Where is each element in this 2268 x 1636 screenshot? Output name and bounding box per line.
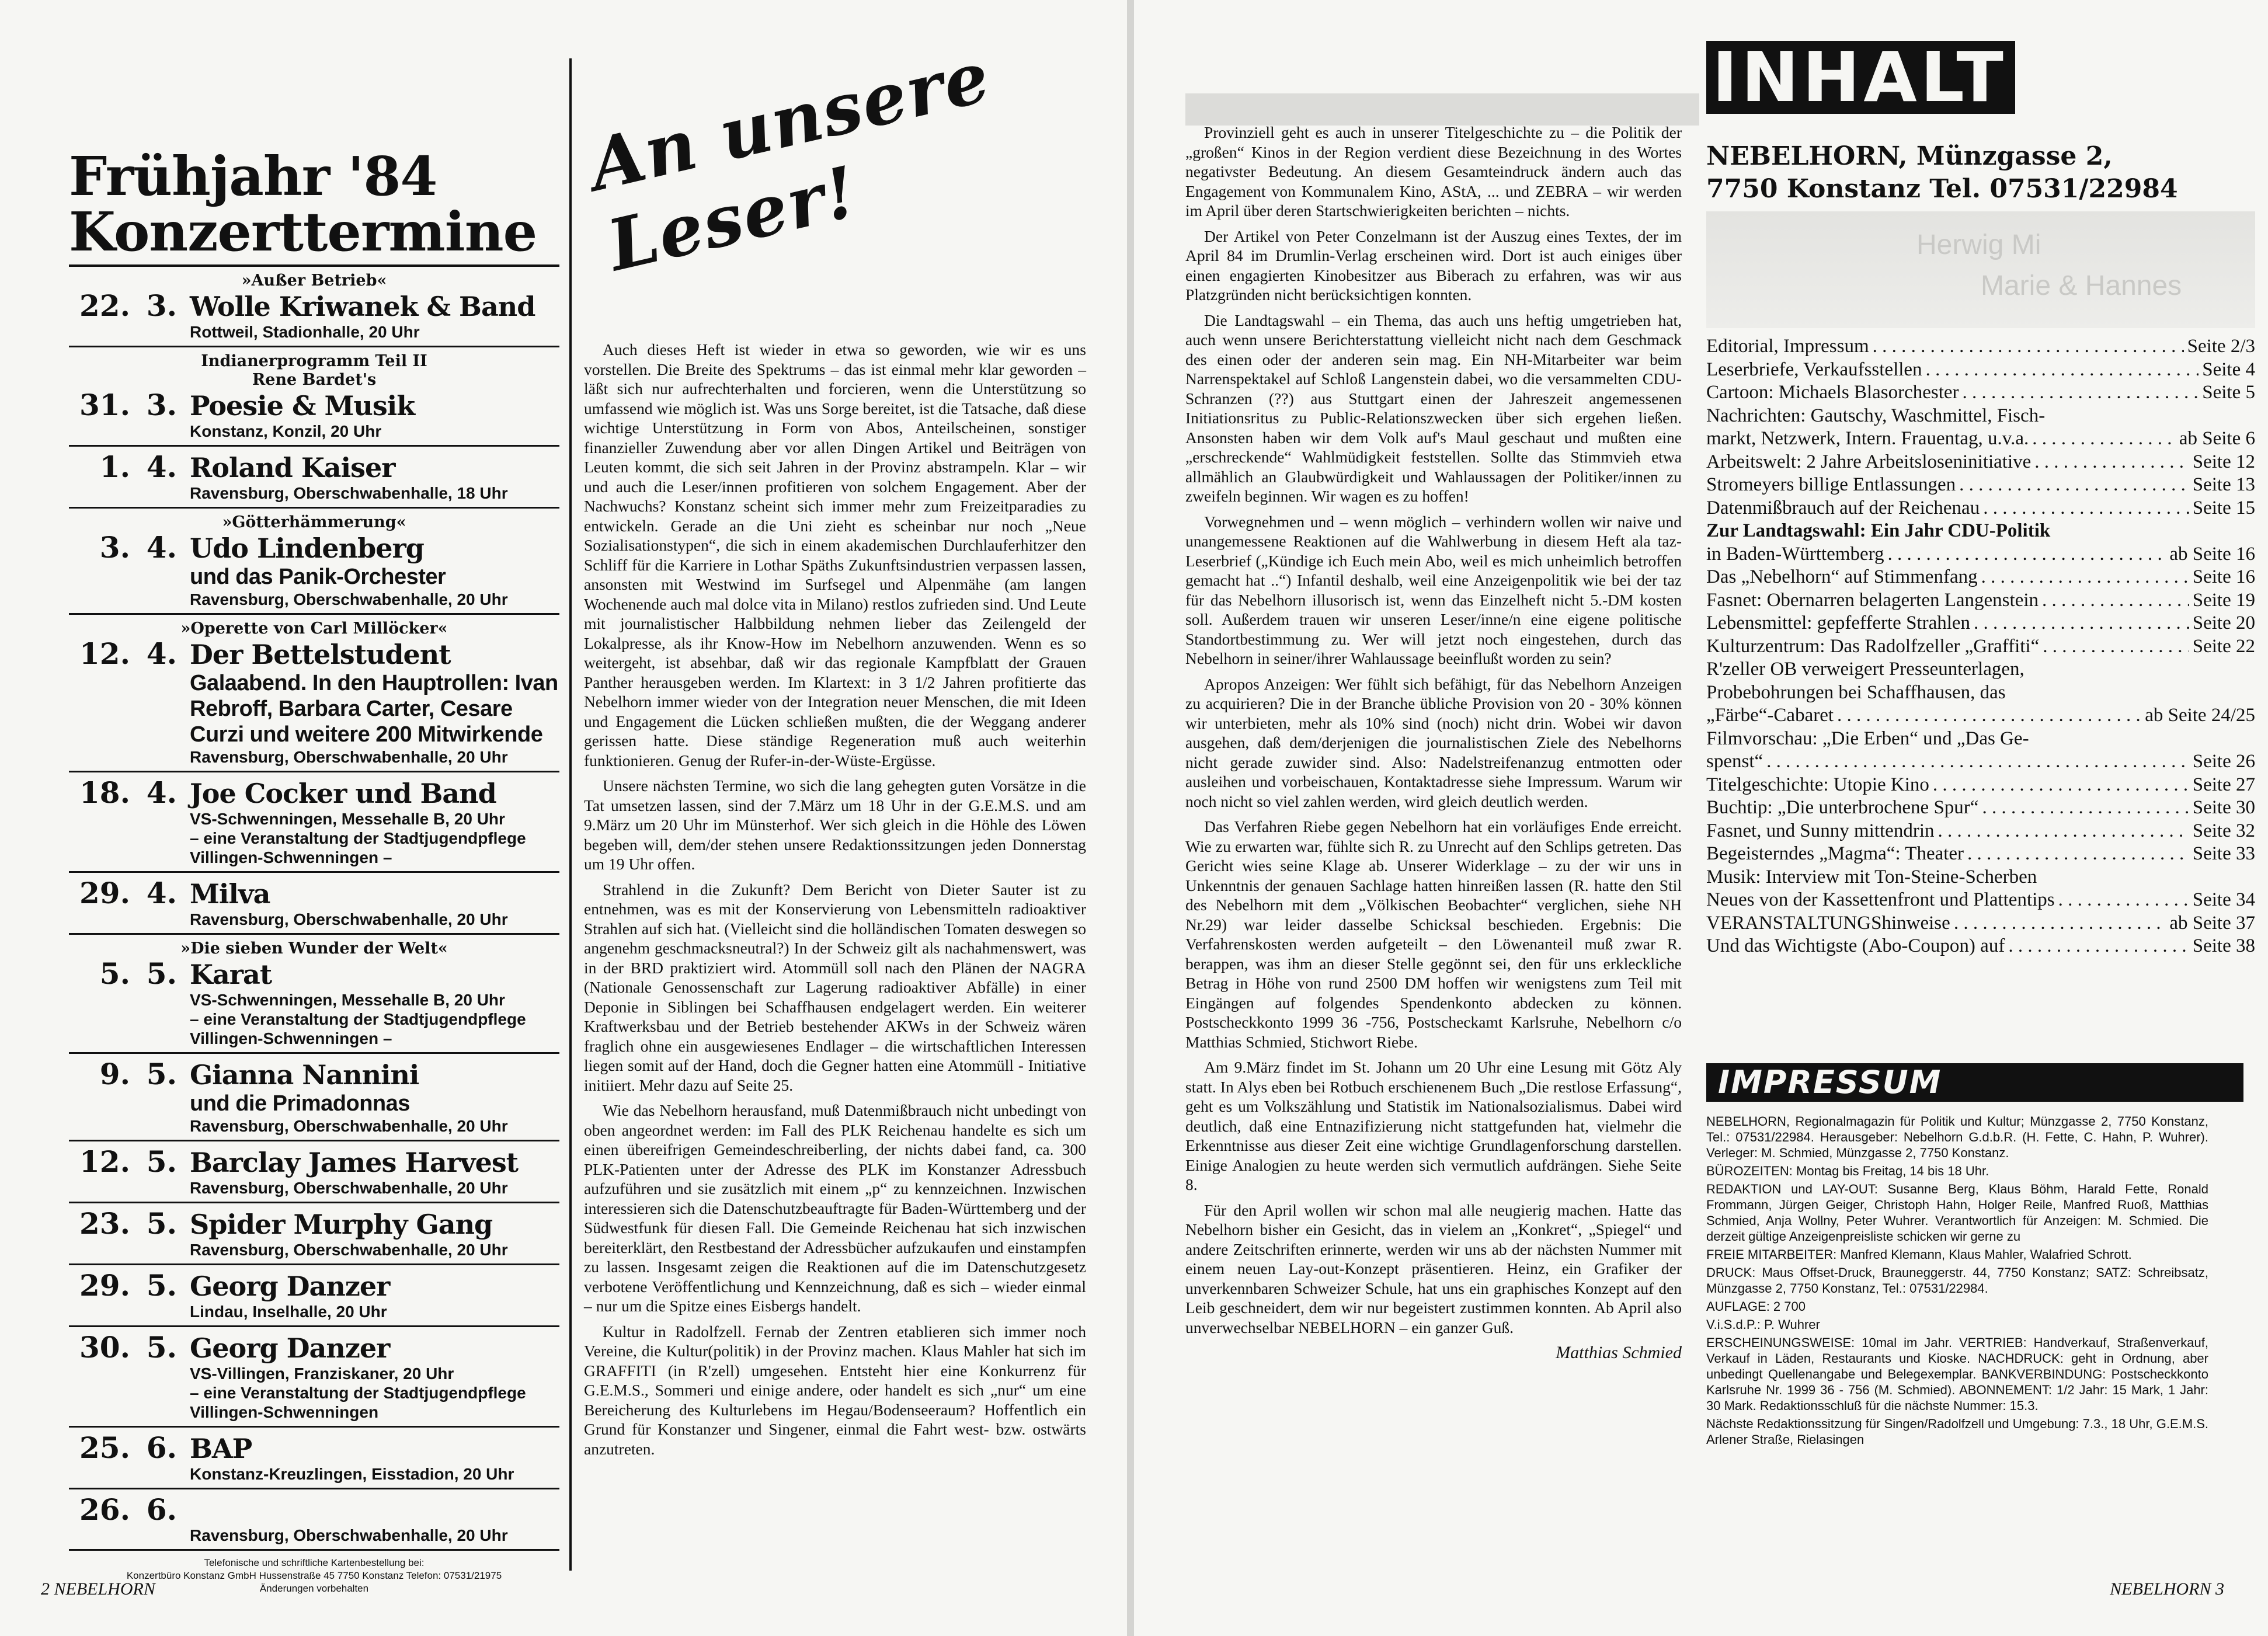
- concert-day: 29.: [79, 876, 130, 910]
- column-rule: [569, 58, 572, 1571]
- concert-row: [69, 777, 559, 809]
- concert-act: Georg Danzer: [190, 1270, 390, 1302]
- concert-act: Barclay James Harvest: [190, 1147, 519, 1178]
- toc-leader: [2032, 427, 2176, 451]
- toc-row: [1706, 935, 2255, 958]
- impressum-heading: IMPRESSUM: [1706, 1063, 2243, 1102]
- impressum-paragraph: NEBELHORN, Regionalmagazin für Politik und Kultur; Münzgasse 2, 7750 Konstanz, Tel.: 07531/22984. Herausgeber: Nebelhorn G.d.b.R. (H. Fette, C. Hahn, P. Wuhrer). Verleger: M. Schmied, Münzgasse 2, 7750 Konstanz.: [1706, 1113, 2208, 1160]
- toc-title: Datenmißbrauch auf der Reichenau: [1706, 497, 1980, 518]
- toc-leader: [2008, 935, 2189, 958]
- concert-act: Der Bettelstudent: [190, 639, 451, 670]
- toc-row: [1706, 658, 2255, 681]
- toc-leader: [1873, 335, 2184, 358]
- toc-leader: [1963, 381, 2199, 405]
- toc-title: Nachrichten: Gautschy, Waschmittel, Fisch-: [1706, 405, 2046, 426]
- ghost-text-2: Marie & Hannes: [1981, 270, 2182, 301]
- concert-info: Rottweil, Stadionhalle, 20 Uhr: [190, 323, 420, 341]
- toc-leader: [1967, 843, 2189, 866]
- toc-row: [1706, 866, 2255, 889]
- concert-info: Konstanz, Konzil, 20 Uhr: [190, 422, 382, 440]
- concert-day: 26.: [79, 1492, 130, 1527]
- toc-row: [1706, 774, 2255, 797]
- concert-month: 5.: [146, 1206, 177, 1241]
- concert-act: Spider Murphy Gang: [190, 1209, 493, 1240]
- concert-month: 5.: [146, 1330, 177, 1365]
- concert-act: Udo Lindenberg: [190, 532, 424, 564]
- toc-title: Filmvorschau: „Die Erben“ und „Das Ge-: [1706, 728, 2029, 749]
- toc-leader: [2034, 451, 2189, 474]
- letter-paragraph: Auch dieses Heft ist wieder in etwa so geworden, wie wir es uns vorstellen. Die Breite des Spektrums – das ist einmal mehr klar geworden – läßt sich nur aufrechterhalten und forcieren, wenn die Unterstützung so umfassend wie möglich ist. Was uns Sorge bereitet, ist die Tatsache, daß diese wichtige Unterstützung in Form von Abos, Anteilscheinen, sonstiger finanzieller Zuwendung aber vor allen Dingen Artikel und Beiträgen von Leuten kommt, die sich seit Jahren in der Provinz abstrampeln. Klar – wir und auch die Leser/innen profitieren von solchem Engagement. Aber der Nachwuchs? Konstanz scheint sich immer mehr zum Freizeitparadies zu entwickeln. Gerade an die Uni zieht es scheinbar nur noch „Neue Sozialisationstypen“, die sich in einem akademischen Durchlauferhitzer den Schliff für die Karriere in Lothar Späths Zukunftsindustrien verpassen lassen, ansonsten mit Westwind im Surfsegel und Alpenmähe (am langen Wochenende auch mal dolce vita in Milano) restlos zufrieden sind. Und Leute mit journalistischer Halbbildung nehmen lieber das Zeilengeld der Lokalpresse, als ihr Know-How im Nebelhorn anzuwenden. Wenn es so weitergeht, ist absehbar, daß wir das regionale Kampfblatt der Grauen Panther herausgeben werden. Im Klartext: in 3 1/2 Jahren profitierte das Nebelhorn immer wieder von der Integration neuer Menschen, die mit Ideen und Engagement die Lücken schließen mußten, die der Weggang anderer gerissen hatte. Diese ständige Regeneration muß auch weiterhin funktionieren. Genug der Rufer-in-der-Wüste-Ergüsse.: [584, 340, 1086, 770]
- article-shade: [1185, 93, 1699, 126]
- concert-entry: [69, 772, 559, 873]
- table-of-contents: [1706, 335, 2255, 958]
- concert-row: [69, 532, 559, 564]
- concert-day: 30.: [79, 1330, 130, 1365]
- concert-act: BAP: [190, 1433, 252, 1464]
- concert-month: 4.: [146, 876, 177, 910]
- concert-entry: [69, 1265, 559, 1327]
- concert-day: 22.: [79, 288, 130, 323]
- toc-page: Seite 38: [2192, 935, 2255, 956]
- toc-leader: [2028, 658, 2252, 681]
- toc-title: Musik: Interview mit Ton-Steine-Scherben: [1706, 866, 2037, 887]
- toc-leader: [1933, 774, 2189, 797]
- concert-month: 5.: [146, 1268, 177, 1303]
- concert-info: Konstanz-Kreuzlingen, Eisstadion, 20 Uhr: [190, 1465, 514, 1483]
- concert-row: [69, 1432, 559, 1464]
- article-paragraph: Apropos Anzeigen: Wer fühlt sich befähigt, für das Nebelhorn Anzeigen zu acquirieren? Die in der Branche übliche Provision von 20 - 30% können wir unterbieten, mehr als 10% sind (noch) nicht drin. Wobei wir davon ausgehen, daß dem/derjenigen die journalistischen Ziele des Nebelhorns nicht gerade zuwider sind. Also: Nadelstreifenanzug entmotten oder ausleihen und vorbeischauen, Kontaktadresse siehe Impressum. Warum wir noch nicht so viel zahlen werden, wird gleich deutlich werden.: [1185, 674, 1682, 810]
- concert-row: [69, 1494, 559, 1526]
- toc-title: R'zeller OB verweigert Presseunterlagen,: [1706, 659, 2024, 680]
- impressum-paragraph: DRUCK: Maus Offset-Druck, Brauneggerstr. 44, 7750 Konstanz; SATZ: Schreibsatz, Münzgasse 2, 7750 Konstanz, Tel.: 07531/22984.: [1706, 1265, 2208, 1296]
- toc-title: Cartoon: Michaels Blasorchester: [1706, 382, 1959, 403]
- toc-title: Begeisterndes „Magma“: Theater: [1706, 843, 1964, 864]
- article-paragraph: Der Artikel von Peter Conzelmann ist der Auszug eines Textes, der im April 84 im Drumlin-Verlag erscheinen wird. Dort ist auch einiges über einen engagierten Kinobesitzer aus Biberach zu erfahren, was wir aus Platzgründen nicht berücksichtigen konnten.: [1185, 227, 1682, 304]
- toc-leader: [1938, 820, 2189, 843]
- toc-leader: [1983, 497, 2189, 520]
- toc-leader: [1837, 704, 2141, 728]
- toc-leader: [1766, 750, 2189, 774]
- toc-row: [1706, 566, 2255, 589]
- concert-title-1: Frühjahr '84: [69, 145, 437, 208]
- inhalt-logo: INHALT: [1706, 41, 2015, 114]
- concert-row: [69, 1146, 559, 1178]
- concert-month: 6.: [146, 1430, 177, 1465]
- toc-leader: [2048, 405, 2252, 428]
- impressum-paragraph: ERSCHEINUNGSWEISE: 10mal im Jahr. VERTRIEB: Handverkauf, Straßenverkauf, Verkauf in Läden, Restaurants und Kioske. NACHDRUCK: geht in Ordnung, aber unbedingt Quellenangabe und Belegexemplar. BANKVERBINDUNG: Postscheckkonto Karlsruhe Nr. 1999 36 - 756 (M. Schmied). ABONNEMENT: 1/2 Jahr: 15 Mark, 1 Jahr: 30 Mark. Redaktionsschluß für die nächste Nummer: 15.3.: [1706, 1335, 2208, 1413]
- toc-title: Kulturzentrum: Das Radolfzeller „Graffiti“: [1706, 635, 2040, 657]
- toc-page: Seite 33: [2192, 843, 2255, 864]
- page-left: [0, 0, 1127, 1636]
- concert-row: [69, 1332, 559, 1364]
- concert-info: VS-Schwenningen, Messehalle B, 20 Uhr: [190, 810, 505, 828]
- concert-listing: [69, 145, 559, 1595]
- toc-title: Arbeitswelt: 2 Jahre Arbeitsloseninitiative: [1706, 451, 2032, 472]
- concert-act: Wolle Kriwanek & Band: [190, 291, 535, 322]
- toc-leader: [2033, 728, 2252, 751]
- article-paragraph: Provinziell geht es auch in unserer Titelgeschichte zu – die Politik der „großen“ Kinos in der Region verdient diese Bezeichnung in des Wortes negativster Bedeutung. An diesem Gesamteindruck ändern auch das Engagement von Kommunalem Kino, AStA, ... und ZEBRA – wir werden im April über deren Startschwierigkeiten berichten – nichts.: [1185, 123, 1682, 220]
- toc-row: [1706, 497, 2255, 520]
- toc-title: Lebensmittel: gepfefferte Strahlen: [1706, 612, 1971, 633]
- concert-day: 31.: [79, 388, 130, 422]
- concert-day: 25.: [79, 1430, 130, 1465]
- toc-page: Seite 4: [2202, 358, 2255, 380]
- toc-leader: [2042, 589, 2189, 612]
- toc-row: [1706, 474, 2255, 497]
- toc-leader: [1982, 796, 2189, 820]
- concert-info: – eine Veranstaltung der Stadtjugendpflege Villingen-Schwenningen: [190, 1384, 526, 1421]
- impressum-paragraph: REDAKTION und LAY-OUT: Susanne Berg, Klaus Böhm, Harald Fette, Ronald Frommann, Jürgen Geiger, Christoph Hahn, Holger Reile, Manfred Ruoß, Matthias Schmied, Anja Wollny, Peter Wuhrer. Verantwortlich für Anzeigen: M. Schmied. Die derzeit gültige Anzeigenpreisliste schicken wir gerne zu: [1706, 1181, 2208, 1244]
- letter-paragraph: Strahlend in die Zukunft? Dem Bericht von Dieter Sauter ist zu entnehmen, was es mit der Konservierung von Lebensmitteln radioaktiver Strahlen auf sich hat. (Vielleicht sind die holländischen Tomaten deswegen so angenehm geschmacksneutral?) In der Schweiz gilt als nachahmenswert, was in der BRD praktiziert wird. Atommüll soll nach den Plänen der NAGRA (Nationale Genossenschaft zur Lagerung radioaktiver Abfälle) in einer Deponie in Siblingen bei Schaffhausen endgelagert werden. Ein weiterer Kraftwerksbau und der Betrieb bestehender AKWs in der Schweiz wären fraglich ohne ein ausgewiesenes Endlager – die wirtschaftlichen Interessen liegen somit auf der Hand, doch die Gegner hatten eine Atommüll - Initiative initiiert. Mehr dazu auf Seite 25.: [584, 880, 1086, 1094]
- concert-entry: [69, 1203, 559, 1265]
- concert-info: – eine Veranstaltung der Stadtjugendpflege Villingen-Schwenningen –: [190, 829, 526, 866]
- concert-info: VS-Villingen, Franziskaner, 20 Uhr: [190, 1365, 454, 1383]
- toc-row: [1706, 612, 2255, 635]
- concert-month: 3.: [146, 288, 177, 323]
- toc-row: [1706, 912, 2255, 935]
- concert-info: VS-Schwenningen, Messehalle B, 20 Uhr: [190, 991, 505, 1009]
- toc-title: Editorial, Impressum: [1706, 336, 1869, 357]
- concert-info: – eine Veranstaltung der Stadtjugendpflege Villingen-Schwenningen –: [190, 1010, 526, 1047]
- concert-note: »Die sieben Wunder der Welt«: [180, 939, 448, 958]
- impressum-paragraph: BÜROZEITEN: Montag bis Freitag, 14 bis 18 Uhr.: [1706, 1163, 1989, 1178]
- concert-day: 12.: [79, 1144, 130, 1179]
- article-paragraph: Vorwegnehmen und – wenn möglich – verhindern wollen wir naive und unangemessene Reaktionen auf die Wahlwerbung in diesem Heft ala taz-Leserbrief („Kündige ich Euch mein Abo, weil es mich unheimlich betroffen gemacht hat ..“) Infantil deshalb, weil eine Anzeigenpolitik wie bei der taz für das Nebelhorn illusorisch ist, wenn das Einzelheft nicht 5.-DM kosten soll. Außerdem trauen wir unseren Leser/inne/n eine eigene politische Standortbestimmung zu. Wer will jetzt noch eingestehen, durch das Nebelhorn in seiner/ihrer Wahlaussage beeinflußt worden zu sein?: [1185, 512, 1682, 667]
- toc-page: Seite 30: [2192, 797, 2255, 818]
- impressum-paragraph: V.i.S.d.P.: P. Wuhrer: [1706, 1317, 1820, 1332]
- footer-line-1: Telefonische und schriftliche Kartenbestellung bei:: [204, 1557, 425, 1568]
- concert-month: 5.: [146, 1057, 177, 1091]
- toc-row: [1706, 750, 2255, 774]
- concert-month: 3.: [146, 388, 177, 422]
- toc-page: Seite 13: [2192, 474, 2255, 495]
- concert-info: Ravensburg, Oberschwabenhalle, 20 Uhr: [190, 1179, 508, 1197]
- toc-title: Fasnet: Obernarren belagerten Langenstein: [1706, 589, 2039, 611]
- concert-month: 4.: [146, 450, 177, 484]
- letter-paragraph: Unsere nächsten Termine, wo sich die lang gehegten guten Vorsätze in die Tat umsetzen lassen, sind der 7.März um 18 Uhr in der G.E.M.S. und am 9.März um 20 Uhr im Münsterhof. Wer sich gleich in die Höhle des Löwen begeben will, dem/der stehen unsere Redaktionssitzungen jeden Donnerstag um 19 Uhr offen.: [584, 777, 1086, 873]
- toc-page: Seite 12: [2192, 451, 2255, 472]
- toc-leader: [1888, 543, 2166, 566]
- concert-title-2: Konzerttermine: [69, 200, 537, 263]
- concert-month: 4.: [146, 636, 177, 671]
- concert-row: [69, 1059, 559, 1091]
- concert-day: 23.: [79, 1206, 130, 1241]
- concert-day: 5.: [99, 956, 130, 991]
- toc-title: markt, Netzwerk, Intern. Frauentag, u.v.a.: [1706, 428, 2029, 449]
- toc-leader: [1959, 474, 2189, 497]
- concert-row: [69, 1208, 559, 1240]
- toc-background: [1706, 211, 2255, 328]
- toc-page: ab Seite 24/25: [2145, 705, 2255, 726]
- toc-title: in Baden-Württemberg: [1706, 543, 1884, 565]
- toc-page: Seite 15: [2192, 497, 2255, 518]
- folio-right: NEBELHORN 3: [2110, 1579, 2224, 1599]
- toc-title: spenst“: [1706, 751, 1763, 772]
- concert-day: 1.: [99, 450, 130, 484]
- toc-title: Neues von der Kassettenfront und Plattentips: [1706, 889, 2055, 910]
- toc-leader: [1954, 912, 2166, 935]
- concert-act: Georg Danzer: [190, 1332, 390, 1364]
- concert-row: [69, 389, 559, 422]
- concert-subtitle: Galaabend. In den Hauptrollen: Ivan Rebroff, Barbara Carter, Cesare Curzi und weitere 200 Mitwirkende: [190, 671, 558, 747]
- toc-title: Buchtip: „Die unterbrochene Spur“: [1706, 797, 1979, 818]
- toc-row: [1706, 335, 2255, 358]
- toc-page: Seite 34: [2192, 889, 2255, 910]
- concert-entry: [69, 347, 559, 447]
- concert-entry: [69, 1141, 559, 1203]
- letter-paragraph: Kultur in Radolfzell. Fernab der Zentren etablieren sich immer noch Vereine, die Kultur(politik) in der Provinz machen. Klaus Mahler hat sich im GRAFFITI (in R'zell) umgesehen. Entsteht hier eine Konkurrenz für G.E.M.S., Sommeri und einige andere, oder handelt es sich „nur“ um eine Bereicherung des Kulturlebens im Hegau/Bodenseeraum? Hoffentlich ein Grund für Konstanzer und Singener, einmal die Fahrt west- bzw. ostwärts anzutreten.: [584, 1322, 1086, 1458]
- concert-act: Gianna Nannini: [190, 1059, 419, 1091]
- toc-row: [1706, 381, 2255, 405]
- concert-row: [69, 451, 559, 483]
- concert-info: Ravensburg, Oberschwabenhalle, 20 Uhr: [190, 1526, 508, 1544]
- toc-page: Seite 27: [2192, 774, 2255, 795]
- toc-title: Stromeyers billige Entlassungen: [1706, 474, 1956, 495]
- concert-list: [69, 267, 559, 1551]
- concert-info: Lindau, Inselhalle, 20 Uhr: [190, 1303, 387, 1321]
- toc-row: [1706, 820, 2255, 843]
- toc-page: ab Seite 37: [2169, 912, 2255, 934]
- toc-row: [1706, 427, 2255, 451]
- toc-title: Zur Landtagswahl: Ein Jahr CDU-Politik: [1706, 520, 2051, 541]
- toc-page: Seite 20: [2192, 612, 2255, 633]
- concert-act: Karat: [190, 959, 272, 990]
- toc-leader: [1981, 566, 2189, 589]
- editorial-continued: [1185, 123, 1682, 1363]
- concert-entry: [69, 1489, 559, 1551]
- concert-info: Ravensburg, Oberschwabenhalle, 20 Uhr: [190, 1117, 508, 1135]
- concert-entry: [69, 615, 559, 772]
- toc-title: „Färbe“-Cabaret: [1706, 705, 1834, 726]
- editorial-letter: [582, 35, 1086, 1464]
- concert-entry: [69, 1327, 559, 1428]
- concert-entry: [69, 447, 559, 509]
- concert-row: [69, 1270, 559, 1302]
- concert-month: 6.: [146, 1492, 177, 1527]
- concert-entry: [69, 1054, 559, 1141]
- toc-title: Und das Wichtigste (Abo-Coupon) auf: [1706, 935, 2005, 956]
- toc-page: Seite 19: [2192, 589, 2255, 611]
- article-paragraph: Die Landtagswahl – ein Thema, das auch uns heftig umgetrieben hat, auch wenn unsere Berichterstattung vielleicht nicht nach dem Geschmack des einen oder der anderen sein mag. Ein NH-Mitarbeiter war beim Narrenspektakel auf Schloß Langenstein dabei, wo die versammelten CDU-Schranzen (??) aus Stuttgart einen der Jahreszeit angemessenen Initiationsritus zu Public-Relationszwecken über sich ergehen ließen. Ansonsten haben wir dem Volk auf's Maul geschaut und mußten eine „erschreckende“ Wahlmüdigkeit feststellen. Sollte das Stimmvieh etwa allmählich an Glaubwürdigkeit und Wahlaussagen der Politiker/innen zu zweifeln beginnen. Wir wagen es zu hoffen!: [1185, 311, 1682, 505]
- article-body: [1185, 123, 1682, 1337]
- toc-leader: [2009, 681, 2252, 705]
- toc-leader: [1926, 358, 2199, 382]
- concert-row: [69, 878, 559, 910]
- page-right: [1134, 0, 2268, 1636]
- toc-row: [1706, 889, 2255, 912]
- address-line-2: 7750 Konstanz Tel. 07531/22984: [1706, 174, 2178, 204]
- concert-note: »Außer Betrieb«: [241, 271, 387, 290]
- concert-note: »Götterhämmerung«: [222, 513, 406, 531]
- concert-act: Roland Kaiser: [190, 452, 395, 483]
- letter-heading: An unsere Leser!: [582, 35, 998, 287]
- toc-page: ab Seite 6: [2179, 428, 2255, 449]
- concert-day: 3.: [99, 530, 130, 565]
- concert-info: Ravensburg, Oberschwabenhalle, 20 Uhr: [190, 590, 508, 608]
- concert-entry: [69, 935, 559, 1054]
- impressum-paragraph: Nächste Redaktionssitzung für Singen/Radolfzell und Umgebung: 7.3., 18 Uhr, G.E.M.S. Arlener Straße, Rielasingen: [1706, 1416, 2208, 1447]
- concert-act: Joe Cocker und Band: [190, 778, 496, 809]
- page-gutter: [1127, 0, 1134, 1636]
- footer-line-3: Änderungen vorbehalten: [259, 1583, 369, 1594]
- letter-paragraph: Wie das Nebelhorn herausfand, muß Datenmißbrauch nicht unbedingt von oben angeordnet werden: im Fall des PLK Reichenau handelte es sich um einen übereifrigen Gemeindeschreiberling, der nichts dabei fand, ca. 300 PLK-Patienten unter der Adresse des PLK im Konstanzer Adressbuch aufzuführen und sie zusätzlich mit einem „p“ zu kennzeichnen. Inzwischen interessieren sich die Datenschutzbeauftragte für Baden-Württemberg und der Südwestfunk für diesen Fall. Die Gemeinde Reichenau hat sich inzwischen bereiterklärt, den Restbestand der Adressbücher aufzukaufen und einstampfen zu lassen. Insgesamt zeigen die Reaktionen auf die im Datenschutzgesetz verbotene Veröffentlichung und Kennzeichnung, daß es sich – wieder einmal – nur um die Spitze eines Eisbergs handelt.: [584, 1101, 1086, 1315]
- concert-month: 5.: [146, 956, 177, 991]
- toc-leader: [2054, 520, 2252, 543]
- toc-leader: [2058, 889, 2189, 912]
- concert-day: 12.: [79, 636, 130, 671]
- toc-row: [1706, 635, 2255, 659]
- contents-column: [1706, 37, 2255, 1450]
- concert-entry: [69, 873, 559, 935]
- concert-entry: [69, 1428, 559, 1489]
- concert-note: Indianerprogramm Teil II: [201, 352, 427, 370]
- concert-info: Ravensburg, Oberschwabenhalle, 18 Uhr: [190, 484, 508, 502]
- concert-act: Milva: [190, 878, 270, 910]
- toc-page: Seite 32: [2192, 820, 2255, 841]
- concert-day: 18.: [79, 775, 130, 810]
- concert-subtitle: und die Primadonnas: [190, 1091, 410, 1116]
- concert-row: [69, 958, 559, 990]
- concert-row: [69, 638, 559, 670]
- toc-row: [1706, 843, 2255, 866]
- toc-row: [1706, 358, 2255, 382]
- concert-entry: [69, 267, 559, 347]
- concert-entry: [69, 509, 559, 615]
- concert-info: Ravensburg, Oberschwabenhalle, 20 Uhr: [190, 1241, 508, 1259]
- address-block: [1706, 140, 2255, 206]
- toc-title: Leserbriefe, Verkaufsstellen: [1706, 358, 1922, 380]
- toc-row: [1706, 543, 2255, 566]
- article-paragraph: Das Verfahren Riebe gegen Nebelhorn hat ein vorläufiges Ende erreicht. Wie zu erwarten war, fühlte sich R. zu Unrecht auf den Schlips getreten. Das Gericht wies seine Klage ab. Unserer Widerklage – zu der wir uns in Unkenntnis der genauen Sachlage hatten hinreißen lassen (R. hatte den Stil des Nebelhorn mit dem „Völkischen Beobachter“ verglichen, siehe NH Nr.29) war leider dasselbe Schicksal beschieden. Ergebnis: Die Verfahrenskosten werden aufgeteilt – den Löwenanteil muß zwar R. berappen, was ihm an dieser Stelle gegönnt sei, den für uns erkleckliche Betrag in Höhe von rund 2500 DM hoffen wir wenigstens zum Teil mit Eingängen auf folgendes Spendenkonto abdecken zu können. Postscheckkonto 1999 36 -756, Postscheckamt Karlsruhe, Nebelhorn c/o Matthias Schmied, Stichwort Riebe.: [1185, 817, 1682, 1051]
- ghost-text-1: Herwig Mi: [1916, 229, 2041, 260]
- concert-info: Ravensburg, Oberschwabenhalle, 20 Uhr: [190, 910, 508, 928]
- impressum-paragraph: AUFLAGE: 2 700: [1706, 1299, 1806, 1314]
- toc-page: Seite 16: [2192, 566, 2255, 587]
- toc-page: Seite 2/3: [2187, 336, 2255, 357]
- concert-day: 9.: [99, 1057, 130, 1091]
- toc-row: [1706, 451, 2255, 474]
- letter-body: [584, 340, 1086, 1459]
- concert-info: Ravensburg, Oberschwabenhalle, 20 Uhr: [190, 748, 508, 766]
- toc-title: Das „Nebelhorn“ auf Stimmenfang: [1706, 566, 1978, 587]
- concert-month: 4.: [146, 775, 177, 810]
- toc-row: [1706, 520, 2255, 543]
- impressum-body: [1706, 1113, 2208, 1447]
- address-line-1: NEBELHORN, Münzgasse 2,: [1706, 141, 2113, 171]
- toc-page: Seite 26: [2192, 751, 2255, 772]
- concert-subtitle: und das Panik-Orchester: [190, 565, 446, 589]
- folio-left: 2 NEBELHORN: [41, 1579, 155, 1599]
- article-paragraph: Für den April wollen wir schon mal alle neugierig machen. Hatte das Nebelhorn bisher ein Gesicht, das in vielem an „Konkret“, „Spiegel“ und andere Zeitschriften erinnerte, werden wir uns ab der nächsten Nummer mit einem neuen Lay-out-Konzept präsentieren. Heinz, ein Grafiker der unverkennbaren Schweizer Schule, hat uns ein graphisches Konzept auf den Leib geschneidert, dem wir nur begeistert zustimmen konnten. Ab April also unverwechselbar NEBELHORN – ein ganzer Guß.: [1185, 1200, 1682, 1336]
- toc-row: [1706, 704, 2255, 728]
- concert-act: Poesie & Musik: [190, 390, 415, 422]
- toc-row: [1706, 681, 2255, 705]
- toc-row: [1706, 589, 2255, 612]
- toc-title: Probebohrungen bei Schaffhausen, das: [1706, 681, 2006, 703]
- toc-leader: [2040, 866, 2252, 889]
- toc-row: [1706, 405, 2255, 428]
- concert-note-2: Rene Bardet's: [252, 371, 377, 389]
- article-paragraph: Am 9.März findet im St. Johann um 20 Uhr eine Lesung mit Götz Aly statt. In Alys eben bei Rotbuch erschienenem Buch „Die restlose Erfassung“, geht es um Volkszählung und Statistik im Nationalsozialismus. Dabei wird deutlich, daß eine Entnazifizierung nicht stattgefunden hat, vielmehr die Erkenntnisse aus dieser Zeit eine wichtige Grundlagenforschung darstellen. Einige Analogien zu heute werden sich vermutlich aufdrängen. Siehe Seite 8.: [1185, 1058, 1682, 1193]
- toc-leader: [1974, 612, 2189, 635]
- concert-month: 5.: [146, 1144, 177, 1179]
- impressum-paragraph: FREIE MITARBEITER: Manfred Klemann, Klaus Mahler, Walafried Schrott.: [1706, 1247, 2132, 1262]
- toc-page: ab Seite 16: [2169, 543, 2255, 565]
- concert-row: [69, 290, 559, 322]
- concert-note: »Operette von Carl Millöcker«: [180, 619, 448, 638]
- toc-page: Seite 5: [2202, 382, 2255, 403]
- toc-title: VERANSTALTUNGShinweise: [1706, 912, 1950, 934]
- toc-row: [1706, 796, 2255, 820]
- signature: Matthias Schmied: [1556, 1343, 1682, 1362]
- toc-page: Seite 22: [2192, 635, 2255, 657]
- concert-month: 4.: [146, 530, 177, 565]
- toc-title: Fasnet, und Sunny mittendrin: [1706, 820, 1935, 841]
- toc-leader: [2043, 635, 2189, 659]
- footer-line-2: Konzertbüro Konstanz GmbH Hussenstraße 45 7750 Konstanz Telefon: 07531/21975: [126, 1570, 502, 1581]
- concert-day: 29.: [79, 1268, 130, 1303]
- toc-row: [1706, 728, 2255, 751]
- toc-title: Titelgeschichte: Utopie Kino: [1706, 774, 1929, 795]
